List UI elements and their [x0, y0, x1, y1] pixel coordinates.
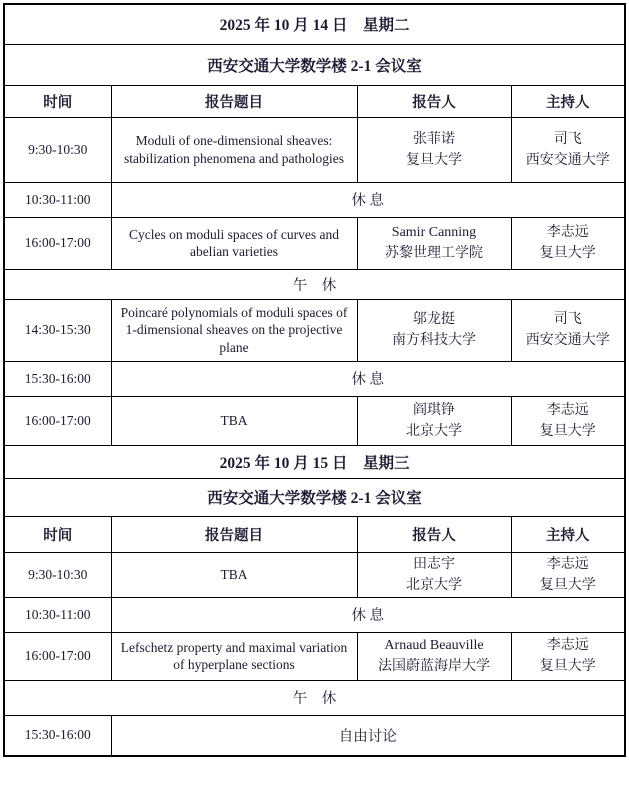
time-cell: 9:30-10:30 — [4, 552, 111, 597]
chair-cell — [511, 217, 625, 269]
day1-venue-row — [4, 44, 625, 85]
col-header-time: 时间 — [4, 516, 111, 552]
day2-discussion-row — [4, 715, 625, 756]
day2-venue: 西安交通大学数学楼 2-1 会议室 — [4, 478, 625, 516]
chair-name: 李志远 — [546, 556, 589, 572]
speaker-affiliation: 南方科技大学 — [392, 333, 476, 348]
day1-talk-row-3 — [4, 299, 625, 361]
day1-talk-row-1 — [4, 117, 625, 182]
chair-affiliation: 复旦大学 — [539, 423, 596, 439]
title-cell: Cycles on moduli spaces of curves and abelian varieties — [111, 217, 357, 269]
title-cell: Poincaré polynomials of moduli spaces of 1-dimensional sheaves on the projective plane — [111, 299, 357, 361]
speaker-name: 张菲诺 — [413, 131, 455, 147]
time-cell: 10:30-11:00 — [4, 182, 111, 217]
col-header-title: 报告题目 — [111, 85, 357, 117]
chair-cell — [511, 396, 625, 445]
chair-name: 李志远 — [546, 225, 589, 240]
col-header-chair: 主持人 — [511, 85, 625, 117]
speaker-name: 邬龙挺 — [413, 312, 455, 327]
chair-cell — [511, 632, 625, 680]
time-cell: 16:00-17:00 — [4, 396, 111, 445]
speaker-name: Samir Canning — [391, 225, 477, 240]
title-cell: Lefschetz property and maximal variation of hyperplane sections — [111, 632, 357, 680]
speaker-affiliation: 北京大学 — [406, 577, 462, 593]
chair-affiliation: 复旦大学 — [539, 246, 596, 261]
time-cell: 16:00-17:00 — [4, 632, 111, 680]
day2-talk-row-2 — [4, 632, 625, 680]
discussion-label: 自由讨论 — [111, 715, 625, 756]
chair-affiliation: 复旦大学 — [539, 659, 596, 674]
day2-venue-row — [4, 478, 625, 516]
speaker-cell — [357, 299, 511, 361]
title-cell: TBA — [111, 396, 357, 445]
break-label: 休 息 — [111, 182, 625, 217]
day2-talk-row-1 — [4, 552, 625, 597]
speaker-cell — [357, 117, 511, 182]
break-label: 休 息 — [111, 361, 625, 396]
speaker-cell — [357, 396, 511, 445]
col-header-speaker: 报告人 — [357, 516, 511, 552]
day1-lunch-row — [4, 269, 625, 299]
day2-date-row — [4, 445, 625, 478]
speaker-affiliation: 法国蔚蓝海岸大学 — [378, 659, 490, 674]
day1-date-row — [4, 4, 625, 44]
chair-name: 司飞 — [553, 312, 582, 327]
day1-date: 2025 年 10 月 14 日 星期二 — [4, 4, 625, 44]
time-cell: 14:30-15:30 — [4, 299, 111, 361]
lunch-label: 午 休 — [4, 269, 625, 299]
day2-date: 2025 年 10 月 15 日 星期三 — [4, 445, 625, 478]
speaker-name: 阎琪铮 — [413, 402, 455, 418]
speaker-cell — [357, 552, 511, 597]
time-cell: 15:30-16:00 — [4, 361, 111, 396]
speaker-affiliation: 苏黎世理工学院 — [385, 246, 483, 261]
day1-break-row-2 — [4, 361, 625, 396]
time-cell: 10:30-11:00 — [4, 597, 111, 632]
col-header-time: 时间 — [4, 85, 111, 117]
chair-name: 李志远 — [546, 638, 589, 653]
title-cell: TBA — [111, 552, 357, 597]
chair-affiliation: 西安交通大学 — [525, 333, 610, 348]
day1-venue: 西安交通大学数学楼 2-1 会议室 — [4, 44, 625, 85]
day1-talk-row-2 — [4, 217, 625, 269]
day1-talk-row-4 — [4, 396, 625, 445]
speaker-affiliation: 北京大学 — [406, 423, 462, 439]
col-header-chair: 主持人 — [511, 516, 625, 552]
chair-name: 李志远 — [546, 402, 589, 418]
col-header-title: 报告题目 — [111, 516, 357, 552]
time-cell: 15:30-16:00 — [4, 715, 111, 756]
speaker-cell — [357, 217, 511, 269]
speaker-affiliation: 复旦大学 — [406, 152, 462, 168]
speaker-cell — [357, 632, 511, 680]
chair-cell — [511, 552, 625, 597]
day1-header-row — [4, 85, 625, 117]
chair-cell — [511, 299, 625, 361]
day2-break-row-1 — [4, 597, 625, 632]
day2-lunch-row — [4, 680, 625, 715]
break-label: 休 息 — [111, 597, 625, 632]
chair-affiliation: 复旦大学 — [539, 577, 596, 593]
speaker-name: Arnaud Beauville — [384, 638, 484, 653]
title-cell: Moduli of one-dimensional sheaves: stabilization phenomena and pathologies — [111, 117, 357, 182]
chair-cell — [511, 117, 625, 182]
day1-break-row-1 — [4, 182, 625, 217]
speaker-name: 田志宇 — [413, 556, 455, 572]
chair-name: 司飞 — [553, 131, 582, 147]
chair-affiliation: 西安交通大学 — [525, 152, 610, 168]
conference-schedule-table — [3, 3, 626, 757]
col-header-speaker: 报告人 — [357, 85, 511, 117]
time-cell: 16:00-17:00 — [4, 217, 111, 269]
time-cell: 9:30-10:30 — [4, 117, 111, 182]
lunch-label: 午 休 — [4, 680, 625, 715]
day2-header-row — [4, 516, 625, 552]
